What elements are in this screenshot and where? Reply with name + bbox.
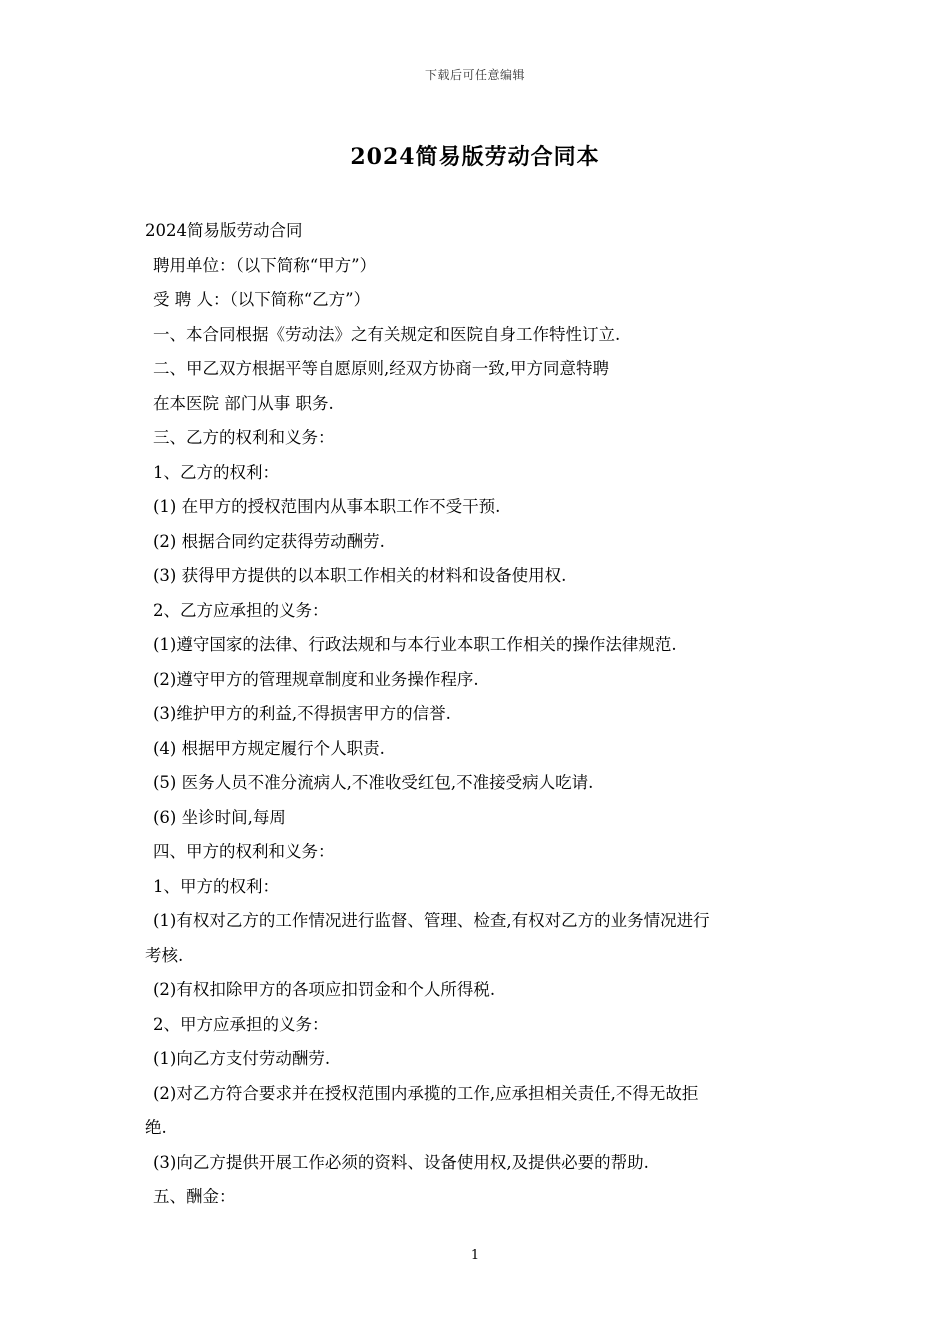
- paragraph-line: 一、本合同根据《劳动法》之有关规定和医院自身工作特性订立.: [153, 324, 621, 344]
- paragraph-line: 2、乙方应承担的义务：: [153, 600, 329, 620]
- paragraph-line: 二、甲乙双方根据平等自愿原则,经双方协商一致,甲方同意特聘: [153, 359, 609, 378]
- paragraph-line: (3)向乙方提供开展工作必须的资料、设备使用权,及提供必要的帮助.: [153, 1152, 649, 1172]
- paragraph-line: 1、甲方的权利：: [153, 876, 279, 896]
- paragraph-line: (5) 医务人员不准分流病人,不准收受红包,不准接受病人吃请.: [153, 773, 594, 792]
- paragraph-line: (3) 获得甲方提供的以本职工作相关的材料和设备使用权.: [153, 566, 567, 585]
- document-body: [145, 214, 810, 1215]
- paragraph-line: (1) 在甲方的授权范围内从事本职工作不受干预.: [153, 497, 501, 516]
- paragraph-line: (4) 根据甲方规定履行个人职责.: [153, 738, 385, 758]
- paragraph-line: (1)遵守国家的法律、行政法规和与本行业本职工作相关的操作法律规范.: [153, 635, 677, 654]
- paragraph-line: 五、酬金：: [153, 1187, 236, 1206]
- paragraph-line: (2)遵守甲方的管理规章制度和业务操作程序.: [153, 669, 479, 689]
- paragraph-line: 在本医院 部门从事 职务.: [153, 393, 334, 413]
- paragraph-line: (3)维护甲方的利益,不得损害甲方的信誉.: [153, 704, 451, 723]
- paragraph-line: (2)对乙方符合要求并在授权范围内承揽的工作,应承担相关责任,不得无故拒: [153, 1083, 699, 1103]
- paragraph-line: 四、甲方的权利和义务：: [153, 842, 335, 861]
- paragraph-line: 考核.: [145, 945, 184, 965]
- document-title: 2024简易版劳动合同本: [350, 144, 600, 170]
- paragraph-line: 2、甲方应承担的义务：: [153, 1014, 329, 1034]
- paragraph-line: 聘用单位：（以下简称“甲方”）: [153, 255, 377, 275]
- paragraph-line: (6) 坐诊时间,每周: [153, 807, 286, 827]
- paragraph-line: (1)有权对乙方的工作情况进行监督、管理、检查,有权对乙方的业务情况进行: [153, 911, 710, 930]
- page-number: 1: [470, 1248, 480, 1263]
- header-note: 下载后可任意编辑: [424, 68, 525, 82]
- paragraph-line: 三、乙方的权利和义务：: [153, 428, 335, 447]
- paragraph-line: 1、乙方的权利：: [153, 462, 279, 482]
- paragraph-line: (1)向乙方支付劳动酬劳.: [153, 1049, 331, 1068]
- paragraph-line: 受 聘 人：（以下简称“乙方”）: [153, 290, 371, 309]
- paragraph-line: (2) 根据合同约定获得劳动酬劳.: [153, 531, 385, 551]
- paragraph-line: 绝.: [145, 1118, 167, 1137]
- paragraph-line: (2)有权扣除甲方的各项应扣罚金和个人所得税.: [153, 980, 496, 999]
- paragraph-line: 2024简易版劳动合同: [145, 221, 303, 240]
